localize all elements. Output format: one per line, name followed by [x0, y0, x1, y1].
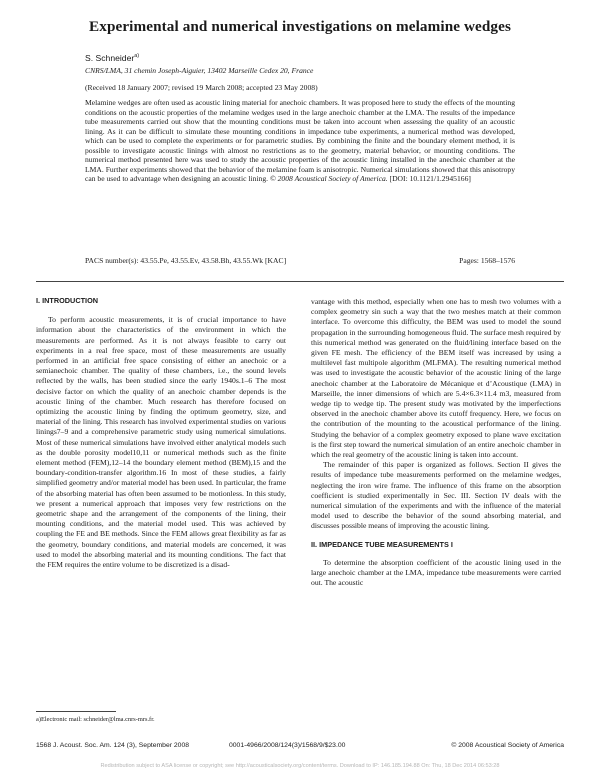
author [85, 53, 139, 63]
pacs-numbers: PACS number(s): 43.55.Pe, 43.55.Ev, 43.58.Bh, 43.55.Wk [KAC] [85, 256, 287, 265]
affiliation: CNRS/LMA, 31 chemin Joseph-Aiguier, 13402 Marseille Cedex 20, France [85, 66, 314, 75]
author-footnote-mark[interactable]: a) [134, 53, 140, 60]
issn-price: 0001-4966/2008/124(3)/1568/9/$23.00 [229, 742, 346, 749]
section-heading-impedance-tube: II. IMPEDANCE TUBE MEASUREMENTS I [311, 539, 453, 549]
intro-paragraph-1-continued: vantage with this method, especially when one has to mesh two volumes with a complex geometry sin such a way that the two meshes match at their common interface. To overcome this difficulty, the BEM was used to model the sound propagation in the surrounding homogeneous fluid. The surface mesh required by this numerical method was generated on the fluid/lining interface based on the given FE mesh. The efficiency of the BEM itself was increased by using a multilevel fast multipole algorithm (MLFMA). The resulting numerical method was used to investigate the acoustic behavior of the acoustic lining of the large anechoic chamber at the Laboratoire de Mécanique et d’Acoustique (LMA) in Marseille, the inner dimensions of which are 5.4×6.3×11.4 m3, measured from wedge tip to wedge tip. The present study was motivated by the imperfections observed in the anechoic chamber above its cutoff frequency. Here, we focus on the contribution of the mounting to the acoustical performance of the lining. Studying the behavior of a complex geometry exposed to plane wave excitation is the first step toward the numerical simulation of an entire anechoic chamber in which the real geometry of the acoustic lining is taken into account. [311, 297, 561, 460]
paper-title: Experimental and numerical investigations on melamine wedges [89, 18, 511, 35]
footnote-divider [36, 711, 116, 712]
journal-citation: 1568 J. Acoust. Soc. Am. 124 (3), September 2008 [36, 742, 190, 749]
header-divider [36, 281, 564, 282]
copyright-notice: © 2008 Acoustical Society of America. [269, 174, 388, 184]
abstract-text: Melamine wedges are often used as acoustic lining material for anechoic chambers. It was proposed here to study the effects of the mounting conditions on the acoustic properties of the melamine wedges used in the large anechoic chamber at the LMA. The results of the impedance tube measurements carried out show that the mounting conditions must be taken into account when assessing the quality of an acoustic lining. As it can be difficult to simulate these mounting conditions in impedance tube experiments, a numerical method was developed, which can be used to complete the experiments or for parametric studies. By combining the finite and the boundary element method, it is possible to investigate acoustic linings with almost no restrictions as to the geometry, material behavior, or mounting conditions. The numerical method presented here was used to study the acoustic properties of the acoustic lining installed in the anechoic chamber at the LMA. Further experiments showed that the behavior of the melamine foam is anisotropic. Numerical simulations showed that this anisotropy can be used to advantage when designing an acoustic lining. [85, 98, 515, 184]
abstract [85, 98, 515, 184]
left-column [36, 296, 286, 570]
pacs-line [85, 256, 515, 265]
redistribution-notice: Redistribution subject to ASA license or copyright; see http://acousticalsociety.org/content/terms. Download to IP: 146.185.194.88 On: Thu, 18 Dec 2014 06:53:28 [100, 763, 500, 769]
footnote-email: a)Electronic mail: schneider@lma.cnrs-mrs.fr. [36, 716, 155, 723]
page-range: Pages: 1568–1576 [459, 256, 515, 265]
author-name: S. Schneider [85, 53, 135, 63]
received-dates: (Received 18 January 2007; revised 19 March 2008; accepted 23 May 2008) [85, 83, 318, 92]
footer-copyright: © 2008 Acoustical Society of America [451, 742, 564, 749]
doi[interactable]: [DOI: 10.1121/1.2945166] [389, 174, 471, 184]
right-column [311, 297, 561, 588]
section2-paragraph-1: To determine the absorption coefficient of the acoustic lining used in the large anechoic chamber at the LMA, impedance tube measurements were carried out. The acoustic [311, 557, 561, 588]
intro-paragraph-1: To perform acoustic measurements, it is of crucial importance to have information about the characteristics of the environment in which the measurements are performed. As it is not always feasible to carry out experiments in a real free space, most of these measurements are usually performed in an artificial free space consisting of either an anechoic or a semianechoic chamber. The quality of these chambers, i.e., the sound levels reflected by the walls, has been studied since the early 1940s.1–6 The most decisive factor on which the quality of an anechoic chamber depends is the acoustic lining of the chamber. Much research has therefore focused on optimizing the acoustic lining by finding the optimum geometry, size, and material of the lining. This research has involved experimental studies on various linings7–9 and a comprehensive parametric study using numerical simulations. Most of these numerical simulations have involved either analytical models such as the double porosity model10,11 or numerical methods such as the finite element method (FEM),12–14 the boundary element method (BEM),15 and the boundary-condition-transfer algorithm.16 In most of these studies, a fairly simplified geometry and/or material model has been used. In particular, the frame of the absorbing material has often been assumed to be motionless. In this study, we present a numerical approach that imposes very few restrictions on the geometric shape and the arrangement of the components of the lining, their mounting conditions, and the material model used. This was achieved by coupling the FE and BE methods. Since the FEM allows great flexibility as far as the geometry, boundary conditions, and material models are concerned, it was used to model the absorbing material and its mounting conditions. The fact that the FEM requires the entire volume to be discretized is a disad- [36, 315, 286, 570]
section-heading-introduction: I. INTRODUCTION [36, 296, 99, 305]
intro-paragraph-2: The remainder of this paper is organized as follows. Section II gives the results of impedance tube measurements performed on the melamine wedges, neglecting the iron wire frame. The influence of this frame on the absorption coefficient is studied experimentally in Sec. III. Section IV deals with the numerical simulation of the experiments and with the influence of the material model used to describe the behavior of the sound absorbing material, and discusses possible means of improving the acoustic lining. [311, 460, 561, 531]
